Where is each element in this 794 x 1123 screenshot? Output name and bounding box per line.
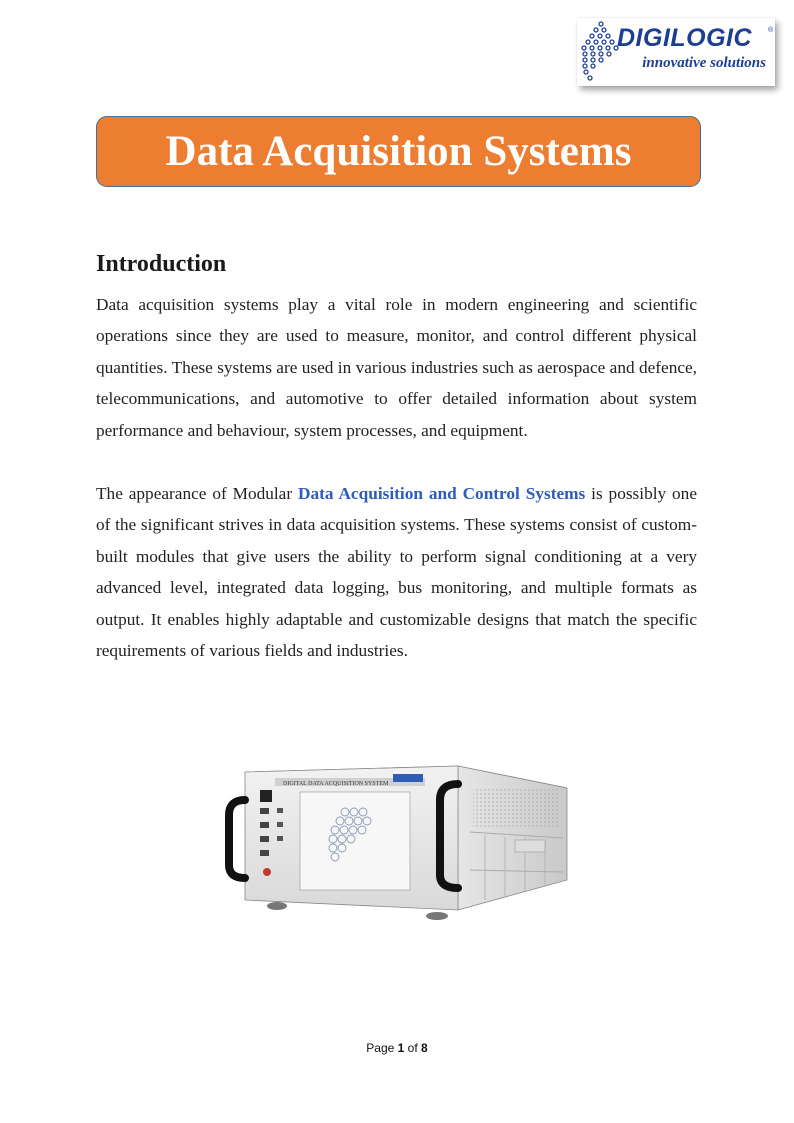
logo-brand-name: DIGILOGIC (617, 24, 753, 52)
registered-mark: ® (768, 27, 774, 34)
paragraph-text: The appearance of Modular (96, 484, 298, 503)
section-heading-introduction: Introduction (96, 251, 227, 277)
title-banner (96, 116, 701, 187)
company-logo (577, 18, 775, 86)
panel-label: DIGITAL DATA ACQUISITION SYSTEM (283, 781, 389, 787)
intro-paragraph-2 (96, 478, 697, 666)
data-acquisition-system-image (215, 760, 575, 930)
page-footer (0, 1041, 794, 1055)
of-word: of (407, 1041, 418, 1055)
current-page-number: 1 (397, 1041, 405, 1055)
total-page-count: 8 (421, 1041, 428, 1055)
paragraph-text: is possibly one of the significant strives in data acquisition systems. These systems consist of custom-built modules that give users the ability to perform signal conditioning at a very advanced level, integrated data logging, bus monitoring, and multiple formats as output. It enables highly adaptable and customizable designs that match the specific requirements of various fields and industries. (96, 484, 697, 661)
page-word: Page (366, 1041, 395, 1055)
page-title: Data Acquisition Systems (165, 127, 632, 175)
logo-tagline: innovative solutions (642, 55, 766, 71)
intro-paragraph-1: Data acquisition systems play a vital role in modern engineering and scientific operations since they are used to measure, monitor, and control different physical quantities. These systems are used in various industries such as aerospace and defence, telecommunications, and automotive to offer detailed information about system performance and behaviour, system processes, and equipment. (96, 295, 697, 440)
data-acquisition-control-systems-link[interactable]: Data Acquisition and Control Systems (298, 484, 586, 503)
